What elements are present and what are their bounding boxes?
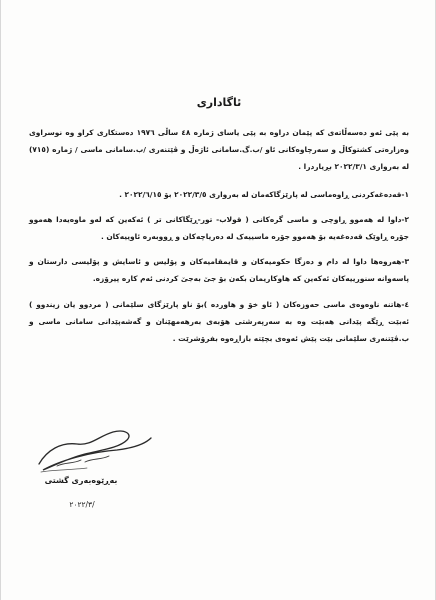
- notice-body: [29, 124, 409, 355]
- notice-item-1: ١-قەدەغەکردنی ڕاوەماسی لە پارێزگاکەمان لە بەرواری ٢٠٢٢/٣/٥ بۆ ٢٠٢٢/٦/١٥ .: [119, 189, 409, 199]
- notice-intro: به پێی ئەو دەسەڵاتەی کە پێمان دراوە بە پێی یاسای ژمارە ٤٨ ساڵی ١٩٧٦ دەستکاری کراو وە نوسراوی وەزارەتی کشتوکاڵ و سەرچاوەکانی ئاو /ب.گ.سامانی ئاژەڵ و ڤێتنەری /ب.سامانی ماسی / ژمارە (٧١٥) لە بەرواری ٢٠٢٢/٣/١ بڕیاردرا .: [29, 128, 409, 172]
- notice-item-4: ٤-هاتنە ناوەوەی ماسی حەوزەکان ( ئاو خۆ و هاوردە )بۆ ناو پارێزگای سلێمانی ( مردوو یان زیندوو ) ئەبێت ڕێگە پێدانی هەبێت وە بە سەرپەرشتی هۆبەی بەرهەمهێنان و گەشەپێدانی سامانی ماسی و ب.ڤێتنەری سلێمانی بێت پێش ئەوەی بچێتە بازاڕەوە بفرۆشرێت .: [29, 299, 409, 344]
- signature-date: ٢٠٢٢/٣/: [69, 500, 95, 509]
- notice-item-2: ٢-داوا لە هەموو ڕاوچی و ماسی گرەکانی ( قولاب- تور-ڕێگاکانی تر ) ئەکەین کە لەو ماوەیەدا هەموو جۆرە ڕاوێک قەدەغەیە بۆ هەموو جۆرە ماسییەک لە دەریاچەکان و ڕووبەرە ئاوییەکان .: [29, 214, 409, 242]
- notice-item-3: ٣-هەروەها داوا لە دام و دەزگا حکومیەکان و قایمقامیەکان و پۆلیس و ئاسایش و پۆلیسی دارستان و پاسەوانە سنورییەکان ئەکەین کە هاوکاریمان بکەن بۆ جێ بەجێ کردنی ئەم کارە پیرۆزە.: [29, 257, 409, 284]
- signatory-role: بەڕێوەبەری گشتی: [44, 476, 118, 485]
- notice-title: ئاگاداری: [196, 96, 242, 109]
- handwritten-signature: [21, 420, 171, 480]
